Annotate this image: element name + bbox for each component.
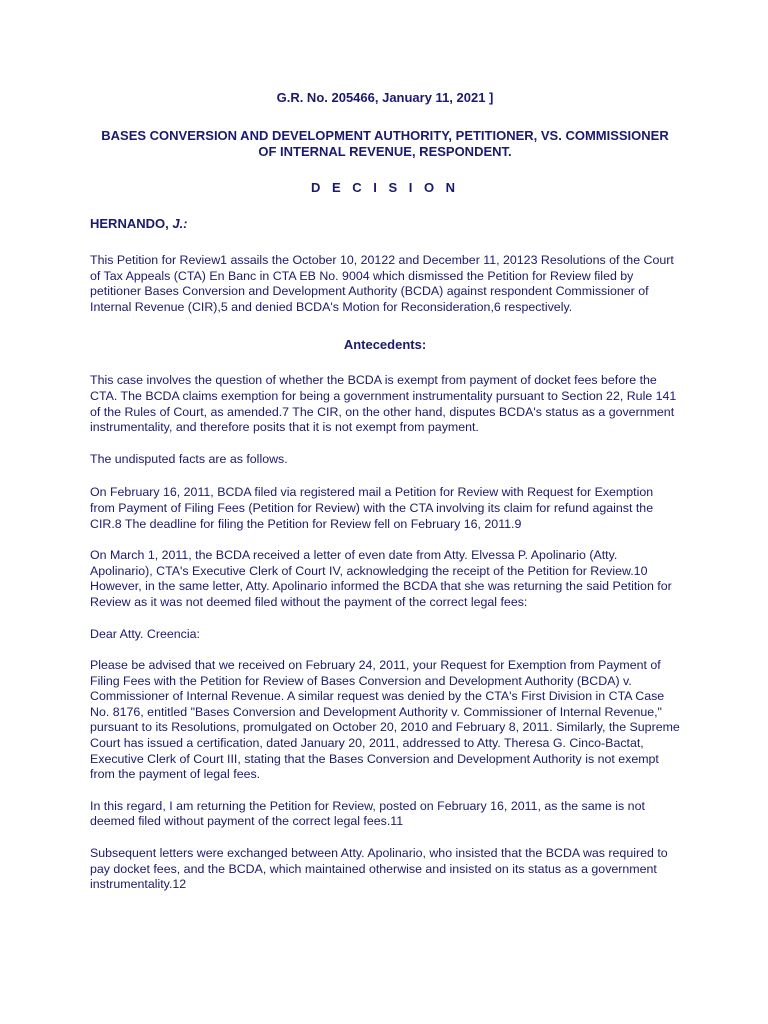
- paragraph-case-question: This case involves the question of whether the BCDA is exempt from payment of docket fees before the CTA. The BCDA claims exemption for being a government instrumentality pursuant to Section 22, Rule 141 of the Rules of Court, as amended.7 The CIR, on the other hand, disputes BCDA's status as a government instrumentality, and therefore posits that it is not exempt from payment.: [90, 373, 677, 435]
- letter-salutation: Dear Atty. Creencia:: [90, 626, 200, 641]
- letter-return-notice: In this regard, I am returning the Petition for Review, posted on February 16, 2011, as the same is not deemed filed without payment of the correct legal fees.11: [90, 798, 645, 829]
- paragraph-subsequent-letters: Subsequent letters were exchanged between Atty. Apolinario, who insisted that the BCDA was required to pay docket fees, and the BCDA, which maintained otherwise and insisted on its status as a government instrumentality.12: [90, 846, 668, 892]
- letter-body: Please be advised that we received on February 24, 2011, your Request for Exemption from Payment of Filing Fees with the Petition for Review of Bases Conversion and Development Authority (BCDA) v. Commissioner of Internal Revenue. A similar request was denied by the CTA's First Division in CTA Case No. 8176, entitled "Bases Conversion and Development Authority v. Commissioner of Internal Revenue," pursuant to its Resolutions, promulgated on October 20, 2010 and February 8, 2011. Similarly, the Supreme Court has issued a certification, dated January 20, 2011, addressed to Atty. Theresa G. Cinco-Bactat, Executive Clerk of Court III, stating that the Bases Conversion and Development Authority is not exempt from the payment of legal fees.: [90, 658, 680, 782]
- case-parties: [90, 128, 680, 160]
- decision-label: D E C I S I O N: [310, 180, 460, 195]
- ponente-name: HERNANDO,: [90, 216, 173, 231]
- case-number: G.R. No. 205466, January 11, 2021 ]: [276, 90, 494, 105]
- decision-document: [90, 90, 680, 893]
- ponente-title: J.:: [172, 216, 188, 231]
- case-parties-line-2: OF INTERNAL REVENUE, RESPONDENT.: [258, 144, 512, 159]
- ponente: [90, 216, 680, 231]
- paragraph-petition-intro: This Petition for Review1 assails the October 10, 20122 and December 11, 20123 Resolutions of the Court of Tax Appeals (CTA) En Banc in CTA EB No. 9004 which dismissed the Petition for Review filed by petitioner Bases Conversion and Development Authority (BCDA) against respondent Commissioner of Internal Revenue (CIR),5 and denied BCDA's Motion for Reconsideration,6 respectively.: [90, 253, 674, 314]
- antecedents-heading: Antecedents:: [343, 337, 427, 353]
- paragraph-letter-received: On March 1, 2011, the BCDA received a letter of even date from Atty. Elvessa P. Apolinario (Atty. Apolinario), CTA's Executive Clerk of Court IV, acknowledging the receipt of the Petition for Review.10 However, in the same letter, Atty. Apolinario informed the BCDA that she was returning the said Petition for Review as it was not deemed filed without the payment of the correct legal fees:: [90, 548, 672, 609]
- paragraph-filing: On February 16, 2011, BCDA filed via registered mail a Petition for Review with Request for Exemption from Payment of Filing Fees (Petition for Review) with the CTA involving its claim for refund against the CIR.8 The deadline for filing the Petition for Review fell on February 16, 2011.9: [90, 485, 654, 531]
- case-parties-line-1: BASES CONVERSION AND DEVELOPMENT AUTHORITY, PETITIONER, VS. COMMISSIONER: [101, 128, 669, 143]
- paragraph-undisputed-facts: The undisputed facts are as follows.: [90, 451, 288, 466]
